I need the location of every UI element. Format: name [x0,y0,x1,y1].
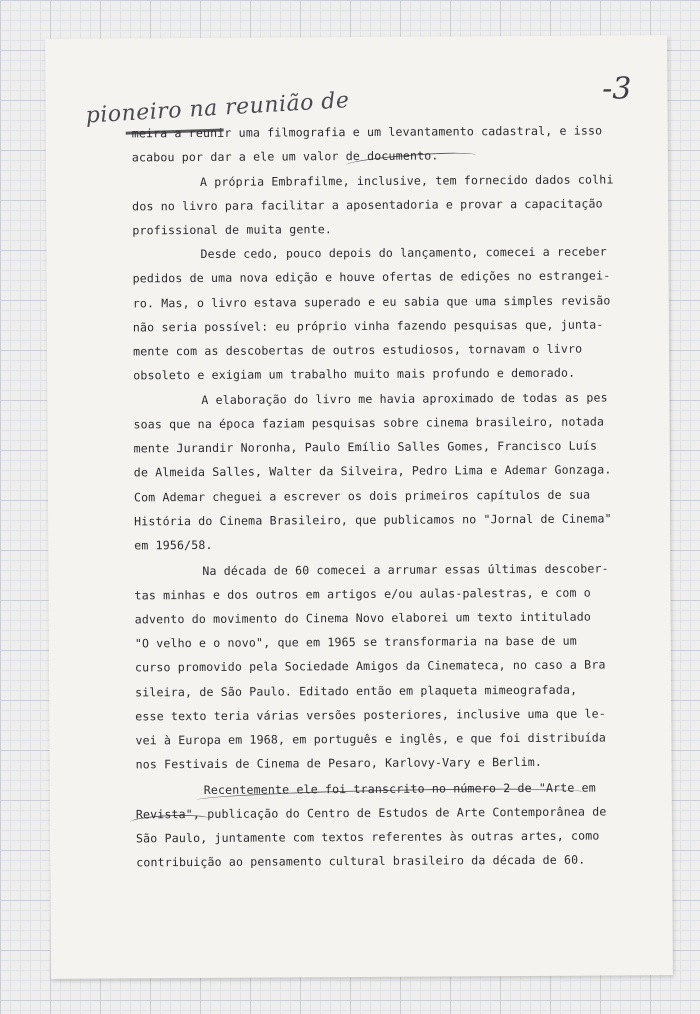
text-line: contribuição ao pensamento cultural brasileiro da década de 60. [136,852,586,870]
text-line: não seria possível: eu próprio vinha fazendo pesquisas que, junta- [132,317,604,335]
text-line: dos no livro para facilitar a aposentadoria e provar a capacitação [132,196,603,214]
text-line: obsoleto e exigiam um trabalho muito mais profundo e demorado. [133,365,576,383]
text-line: advento do movimento do Cinema Novo elaborei um texto intitulado [134,609,592,627]
text-line: meira a reunir uma filmografia e um levantamento cadastral, e isso [131,123,603,141]
text-line: "O velho e o novo", que em 1965 se transformaria na base de um [134,633,577,651]
text-line: A elaboração do livro me havia aproximado de todas as pes [201,390,608,407]
text-line: ro. Mas, o livro estava superado e eu sabia que uma simples revisão [132,293,611,311]
handwritten-annotation: pioneiro na reunião de [85,88,351,129]
text-line: sileira, de São Paulo. Editado então em plaqueta mimeografada, [135,682,578,700]
text-line: curso promovido pela Sociedade Amigos da Cinemateca, no caso a Bra [134,657,606,675]
text-line: vei à Europa em 1968, em português e inglês, e que foi distribuída [135,730,607,748]
text-line: Revista", publicação do Centro de Estudos de Arte Contemporânea de [135,804,607,822]
text-line: em 1956/58. [134,537,213,553]
text-line: esse texto teria várias versões posteriores, inclusive uma que le- [135,706,606,724]
text-line: História do Cinema Brasileiro, que publicamos no "Jornal de Cinema" [134,511,612,529]
text-line: mente Jurandir Noronha, Paulo Emílio Salles Gomes, Francisco Luís [133,438,598,456]
text-line: de Almeida Salles, Walter da Silveira, Pedro Lima e Ademar Gonzaga. [133,462,612,480]
text-line: profissional de muita gente. [132,222,332,238]
text-line: nos Festivais de Cinema de Pesaro, Karlovy-Vary e Berlim. [135,754,543,772]
text-line: tas minhas e dos outros em artigos e/ou aulas-palestras, e com o [134,585,591,603]
text-line: pedidos de uma nova edição e houve ofertas de edições no estrangei- [132,268,611,286]
text-line: acabou por dar a ele um valor de documento. [131,148,439,165]
text-line: mente com as descobertas de outros estudiosos, tornavam o livro [133,341,583,359]
text-line: Na década de 60 comecei a arrumar essas últimas descober- [202,561,609,578]
text-line: A própria Embrafilme, inclusive, tem fornecido dados colhi [199,172,614,189]
typewritten-page [45,35,673,979]
text-line: Desde cedo, pouco depois do lançamento, comecei a receber [200,244,607,261]
page-number: -3 [602,71,632,107]
text-line: soas que na época faziam pesquisas sobre cinema brasileiro, notada [133,414,605,432]
text-line: Com Ademar cheguei a escrever os dois primeiros capítulos de sua [133,487,591,505]
text-line: Recentemente ele foi transcrito no número 2 de "Arte em [203,780,596,797]
text-line: São Paulo, juntamente com textos referentes às outras artes, como [135,828,600,846]
